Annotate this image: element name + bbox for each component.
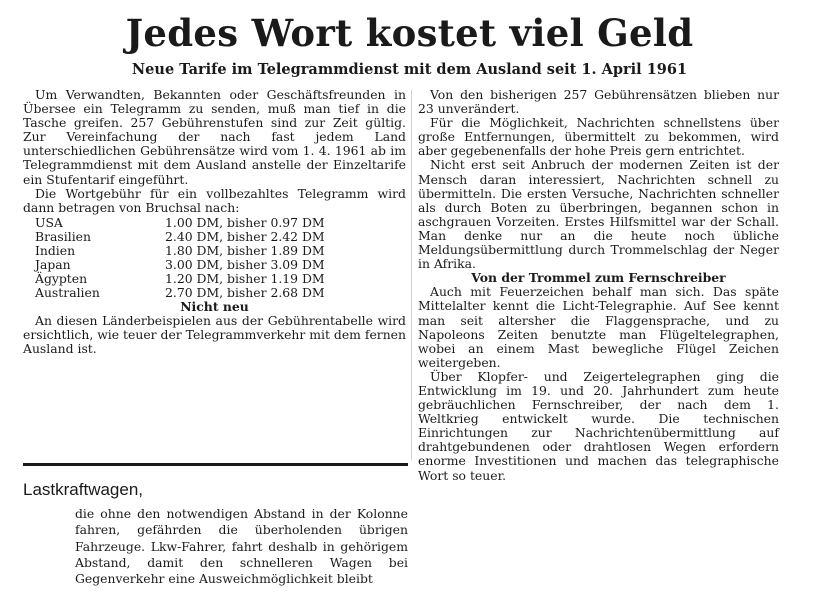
right-paragraph-4: Auch mit Feuerzeichen behalf man sich. Das späte Mittelalter kennt die Licht-Telegraphie. Auf See kennt man seit altersher die Flaggensprache, und zu Napoleons Zeiten benutzte man Flügeltelegraphen, wobei an einem Mast bewegliche Flügel Zeichen weitergeben.	[418, 284, 779, 370]
rate-row-australien	[23, 286, 325, 300]
left-paragraph-1: Um Verwandten, Bekannten oder Geschäftsfreunden in Übersee ein Telegramm zu senden, muß man tief in die Tasche greifen. 257 Gebührenstufen sind zur Zeit gültig. Zur Vereinfachung der nach fast jedem Land unterschiedlichen Gebührensätze wird vom 1. 4. 1961 ab im Telegrammdienst mit dem Ausland anstelle der Einzeltarife ein Stufentarif eingeführt.	[23, 87, 406, 187]
right-paragraph-2: Für die Möglichkeit, Nachrichten schnellstens über große Entfernungen, übermittelt zu bekommen, wird aber gegebenenfalls der hohe Preis gern entrichtet.	[418, 115, 779, 159]
rate-value: 1.00 DM, bisher 0.97 DM	[165, 214, 325, 230]
rate-value: 1.20 DM, bisher 1.19 DM	[165, 270, 325, 286]
rate-country: Brasilien	[35, 228, 91, 244]
rate-value: 1.80 DM, bisher 1.89 DM	[165, 242, 325, 258]
subheadline: Neue Tarife im Telegrammdienst mit dem Ausland seit 1. April 1961	[131, 61, 688, 78]
rate-row-aegypten	[23, 272, 325, 286]
section-divider	[23, 463, 408, 466]
right-paragraph-5: Über Klopfer- und Zeigertelegraphen ging die Entwicklung im 19. und 20. Jahrhundert zum heute gebräuchlichen Fernschreiber, der nach dem 1. Weltkrieg entwickelt wurde. Die technischen Einrichtungen zur Nachrichtenübermittlung auf drahtgebundenen oder drahtlosen Wegen erfordern enorme Investitionen und machen das telegraphische Wort so teuer.	[418, 368, 779, 483]
rate-value: 2.40 DM, bisher 2.42 DM	[165, 228, 325, 244]
left-column	[23, 88, 406, 356]
lkw-title: Lastkraftwagen,	[23, 480, 144, 499]
right-paragraph-3: Nicht erst seit Anbruch der modernen Zeiten ist der Mensch daran interessiert, Nachrichten schnell zu übermitteln. Die ersten Versuche, Nachrichten schneller als durch Boten zu überbringen, begannen schon in aschgrauen Vorzeiten. Erstes Hilfsmittel war der Schall. Man denke nur an die heute noch übliche Meldungsübermittlung durch Trommelschlag der Neger in Afrika.	[418, 157, 779, 272]
rate-country: Indien	[35, 242, 76, 258]
rate-country: USA	[35, 214, 63, 230]
rate-row-japan	[23, 258, 325, 272]
subhead-trommel: Von der Trommel zum Fernschreiber	[471, 270, 726, 286]
rate-value: 3.00 DM, bisher 3.09 DM	[165, 256, 325, 272]
rate-table	[23, 216, 325, 300]
rate-row-indien	[23, 244, 325, 258]
rate-value: 2.70 DM, bisher 2.68 DM	[165, 284, 325, 300]
column-rule	[411, 90, 412, 460]
right-column	[418, 88, 779, 483]
subhead-nicht-neu: Nicht neu	[180, 298, 249, 314]
rate-country: Ägypten	[35, 270, 88, 286]
rate-country: Japan	[35, 256, 71, 272]
rate-row-brasilien	[23, 230, 325, 244]
right-paragraph-1: Von den bisherigen 257 Gebührensätzen blieben nur 23 unverändert.	[418, 87, 779, 117]
lkw-body: die ohne den notwendigen Abstand in der Kolonne fahren, gefährden die überholenden übrigen Fahrzeuge. Lkw-Fahrer, fahrt deshalb in gehörigem Abstand, damit den schnelleren Wagen bei Gegenverkehr eine Ausweichmöglichkeit bleibt	[75, 506, 408, 587]
left-paragraph-2: Die Wortgebühr für ein vollbezahltes Telegramm wird dann betragen von Bruchsal nach:	[23, 185, 406, 215]
rate-row-usa	[23, 216, 325, 230]
headline: Jedes Wort kostet viel Geld	[125, 11, 694, 55]
rate-country: Australien	[35, 284, 100, 300]
left-paragraph-3: An diesen Länderbeispielen aus der Gebührentabelle wird ersichtlich, wie teuer der Telegrammverkehr mit dem fernen Ausland ist.	[23, 312, 406, 357]
